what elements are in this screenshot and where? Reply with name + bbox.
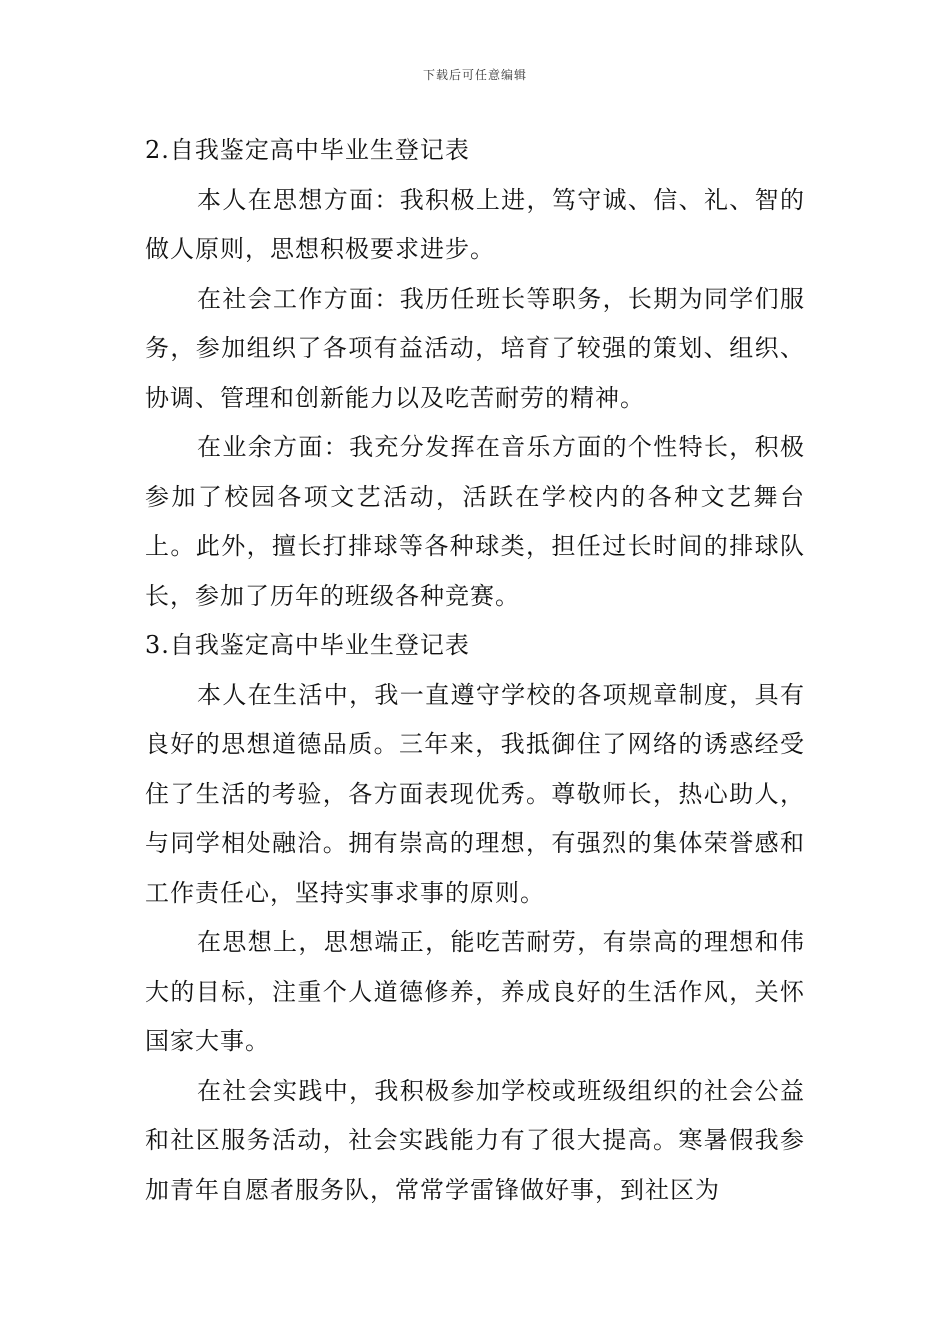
document-body xyxy=(145,126,805,1215)
paragraph: 在思想上，思想端正，能吃苦耐劳，有崇高的理想和伟大的目标，注重个人道德修养，养成良好的生活作风，关怀国家大事。 xyxy=(145,928,805,1055)
paragraph: 本人在思想方面：我积极上进，笃守诚、信、礼、智的做人原则，思想积极要求进步。 xyxy=(145,185,805,263)
section-3 xyxy=(145,621,805,1215)
paragraph: 在社会工作方面：我历任班长等职务，长期为同学们服务，参加组织了各项有益活动，培育了较强的策划、组织、协调、管理和创新能力以及吃苦耐劳的精神。 xyxy=(145,284,805,412)
paragraph: 在社会实践中，我积极参加学校或班级组织的社会公益和社区服务活动，社会实践能力有了很大提高。寒暑假我参加青年自愿者服务队，常常学雷锋做好事，到社区为 xyxy=(145,1076,805,1204)
section-heading: 3.自我鉴定高中毕业生登记表 xyxy=(145,631,470,659)
header-note: 下载后可任意编辑 xyxy=(422,68,527,82)
section-heading: 2.自我鉴定高中毕业生登记表 xyxy=(145,136,470,164)
paragraph: 在业余方面：我充分发挥在音乐方面的个性特长，积极参加了校园各项文艺活动，活跃在学校内的各种文艺舞台上。此外，擅长打排球等各种球类，担任过长时间的排球队长，参加了历年的班级各种竞赛。 xyxy=(145,433,805,610)
paragraph: 本人在生活中，我一直遵守学校的各项规章制度，具有良好的思想道德品质。三年来，我抵御住了网络的诱惑经受住了生活的考验，各方面表现优秀。尊敬师长，热心助人，与同学相处融洽。拥有崇高的理想，有强烈的集体荣誉感和工作责任心，坚持实事求事的原则。 xyxy=(145,680,805,907)
section-2 xyxy=(145,126,805,621)
